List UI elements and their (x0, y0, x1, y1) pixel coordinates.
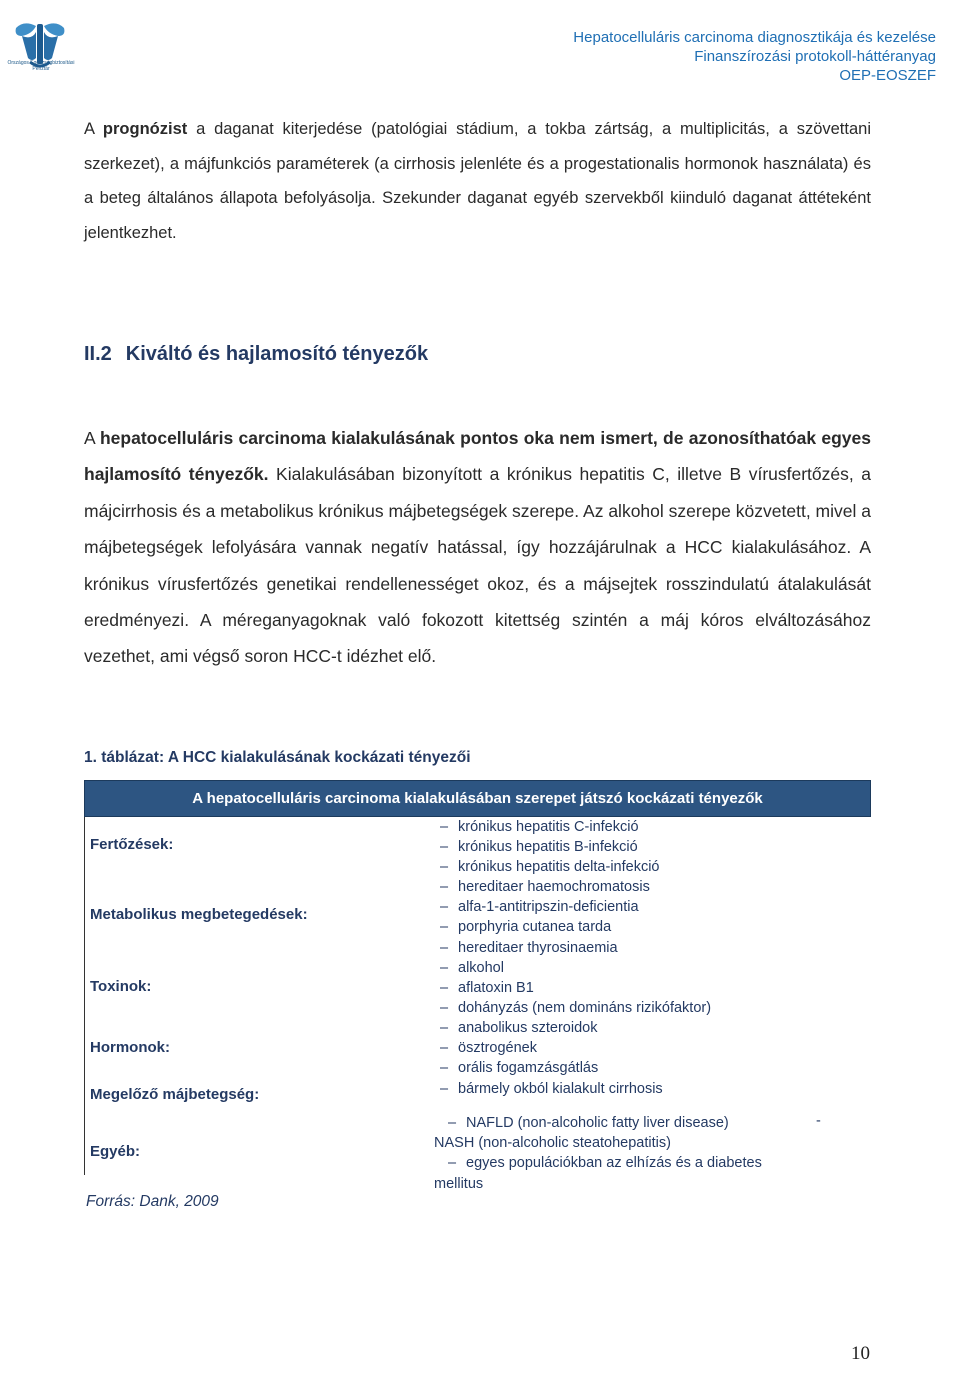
header-subtitle: Finanszírozási protokoll-háttéranyag (694, 48, 936, 65)
table-header: A hepatocelluláris carcinoma kialakulásában szerepet játszó kockázati tényezők (84, 780, 871, 817)
risk-factor-table (84, 780, 871, 1195)
list-item: – ösztrogének (440, 1040, 537, 1057)
category-items (440, 958, 711, 1019)
list-item: – orális fogamzásgátlás (440, 1060, 599, 1077)
category-items (440, 1018, 598, 1079)
page-number: 10 (851, 1343, 870, 1364)
category-label: Metabolikus megbetegedések: (90, 906, 308, 923)
section-number: II.2 (84, 343, 112, 365)
category-items (440, 877, 650, 958)
intro-bold-term: prognózist (102, 120, 188, 138)
list-item: mellitus (434, 1175, 484, 1192)
list-item: – bármely okból kialakult cirrhosis (440, 1081, 663, 1097)
list-item: – krónikus hepatitis delta-infekció (440, 859, 660, 876)
section-title: Kiváltó és hajlamosító tényezők (125, 343, 429, 365)
category-label: Fertőzések: (90, 836, 174, 853)
list-item: – alkohol (440, 960, 504, 976)
category-label: Toxinok: (90, 978, 152, 995)
list-item: – anabolikus szteroidok (440, 1020, 598, 1036)
category-items (440, 817, 660, 878)
list-item: – porphyria cutanea tarda (440, 919, 612, 936)
header-title: Hepatocelluláris carcinoma diagnosztikája és kezelése (573, 29, 936, 46)
list-item: – krónikus hepatitis C-infekció (440, 819, 639, 835)
section-heading (84, 343, 428, 366)
header-org: OEP-EOSZEF (839, 67, 936, 84)
continuation-dash: - (816, 1113, 821, 1129)
list-item: – hereditaer haemochromatosis (440, 879, 650, 895)
document-header (573, 28, 936, 85)
list-item: – egyes populációkban az elhízás és a diabetes (448, 1155, 762, 1172)
table-caption: 1. táblázat: A HCC kialakulásának kockázati tényezői (84, 749, 471, 766)
list-item: NASH (non-alcoholic steatohepatitis) (434, 1135, 671, 1152)
body-paragraph: A hepatocelluláris carcinoma kialakulásának pontos oka nem ismert, de azonosíthatóak egyes hajlamosító tényezők. Kialakulásában bizonyított a krónikus hepatitis C, illetve B vírusfertőzés, a májcirrhosis és a metabolikus krónikus májbetegségek szerepe. Az alkohol szerepe közvetett, mivel a májbetegségek lefolyására vannak negatív hatással, így hozzájárulnak a HCC kialakulásához. A krónikus vírusfertőzés genetikai rendellenességet okoz, és a májsejtek rosszindulatú átalakulását eredményezi. A méreganyagoknak való fokozott kitettség szintén a máj kóros elváltozásához vezethet, ami végső soron HCC-t idézhet elő. (84, 428, 872, 667)
list-item: – NAFLD (non-alcoholic fatty liver disease) (448, 1115, 729, 1131)
table-left-border (84, 817, 85, 1175)
list-item: – aflatoxin B1 (440, 980, 534, 997)
list-item: – alfa-1-antitripszin-deficientia (440, 899, 639, 916)
category-label: Egyéb: (90, 1143, 141, 1160)
category-items (434, 1113, 762, 1194)
body-bold-sentence: hepatocelluláris carcinoma kialakulásának pontos oka nem ismert, de azonosíthatóak egyes hajlamosító tényezők. (84, 428, 871, 485)
list-item: – hereditaer thyrosinaemia (440, 939, 618, 956)
category-label: Hormonok: (90, 1039, 170, 1056)
category-label: Megelőző májbetegség: (90, 1086, 260, 1103)
category-items (440, 1079, 663, 1099)
logo-caption: Országos Egészségbiztosítási Pénztár (7, 60, 75, 72)
intro-paragraph: A prognózist a daganat kiterjedése (patológiai stádium, a tokba zártság, a multiplicitás, a szövettani szerkezet), a májfunkciós paraméterek (a cirrhosis jelenléte és a progestationalis hormonok használata) és a beteg általános állapota befolyásolja. Szekunder daganat egyéb szervekből kiinduló daganat áttéteként jelentkezhet. (84, 120, 871, 242)
list-item: – dohányzás (nem domináns rizikófaktor) (440, 1000, 712, 1017)
table-source: Forrás: Dank, 2009 (86, 1193, 219, 1210)
list-item: – krónikus hepatitis B-infekció (440, 839, 638, 856)
